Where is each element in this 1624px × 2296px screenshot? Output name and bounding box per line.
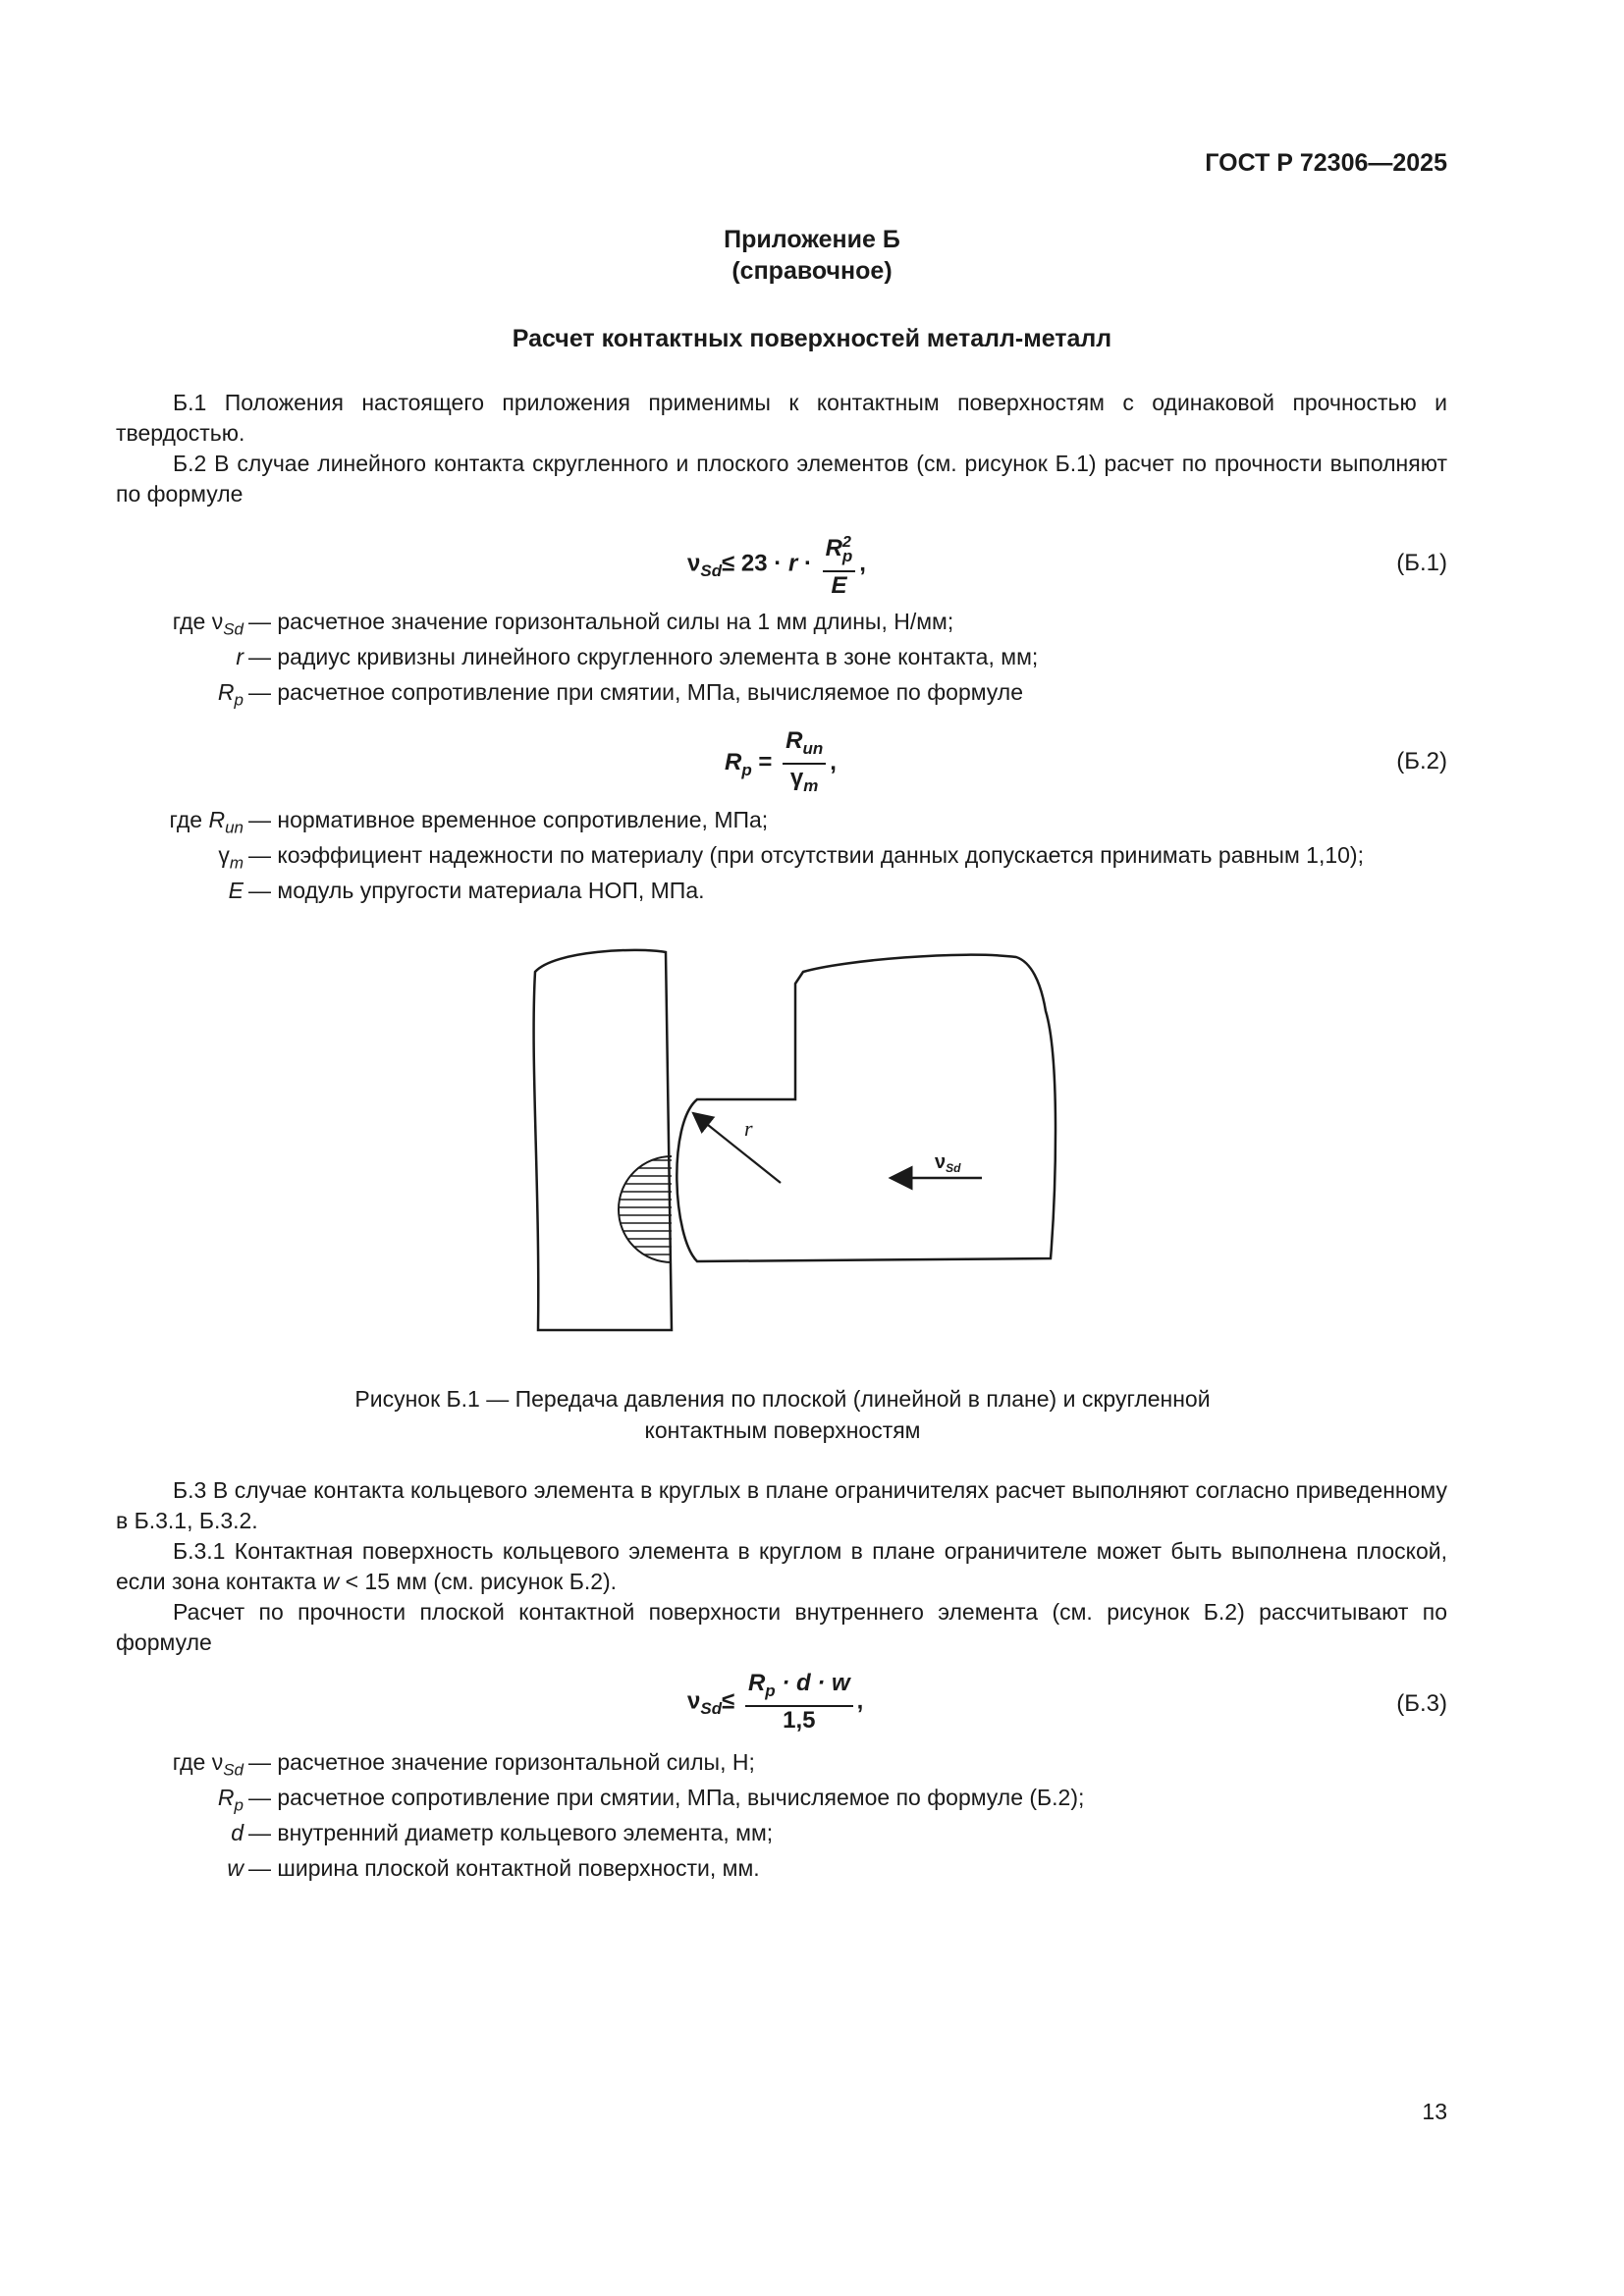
figure-caption-line-2: контактным поверхностям [644,1417,921,1443]
where-text: — расчетное значение горизонтальной силы, Н; [248,1749,755,1775]
paragraph-b2: Б.2 В случае линейного контакта скругленного и плоского элементов (см. рисунок Б.1) расчет по прочности выполняют по формуле [116,451,1447,507]
formula-number-b2: (Б.2) [1396,748,1447,774]
formula-number-b1: (Б.1) [1396,550,1447,576]
where-text: — ширина плоской контактной поверхности, мм. [248,1855,760,1881]
where-list-3 [116,1749,1490,1881]
where-list-2 [116,807,1510,903]
where-text: — внутренний диаметр кольцевого элемента, мм; [248,1820,774,1845]
where-list-1 [116,609,1490,710]
where-text: — расчетное значение горизонтальной силы на 1 мм длины, Н/мм; [248,609,954,634]
formula-b3: $\nu_{Sd}\le$ $\frac{R_p \cdot d \cdot w}{1,5}$ , [687,1670,864,1734]
where-row: $R_p$ [217,1785,244,1815]
where-row: w [227,1855,244,1881]
figure-caption-line-1: Рисунок Б.1 — Передача давления по плоской (линейной в плане) и скругленной [354,1386,1211,1412]
where-row: r [236,644,244,669]
left-plate-outline [534,950,672,1330]
where-row: где $\nu_{Sd}$ [172,609,244,639]
paragraph-b1: Б.1 Положения настоящего приложения применимы к контактным поверхностям с одинаковой прочностью и твердостью. [116,390,1447,446]
page-number: 13 [1422,2099,1447,2124]
where-text: — модуль упругости материала НОП, МПа. [248,878,705,903]
formula-b1: $\nu_{Sd}\le 23 \cdot r$ · $\frac{R^2_p}{E}$ , [687,530,866,599]
radius-label: r [744,1116,753,1141]
paragraph-b3: Б.3 В случае контакта кольцевого элемента в круглых в плане ограничителях расчет выполняют согласно приведенному в Б.3.1, Б.3.2. [116,1477,1447,1533]
formula-number-b3: (Б.3) [1396,1690,1447,1717]
appendix-subtitle: (справочное) [731,257,893,285]
standard-number: ГОСТ Р 72306—2025 [1205,149,1447,177]
appendix-heading: Расчет контактных поверхностей металл-металл [512,325,1112,352]
appendix-title: Приложение Б [724,226,900,253]
rounded-element-outline [677,955,1056,1261]
figure-b1-drawing [511,942,1060,1335]
where-text: — радиус кривизны линейного скругленного элемента в зоне контакта, мм; [248,644,1039,669]
where-row: где $\nu_{Sd}$ [172,1749,244,1780]
where-row: E [228,878,244,903]
formula-b2: $R_p$ = $\frac{R_{un}}{\gamma_m}$ , [725,727,837,795]
where-text: — коэффициент надежности по материалу (при отсутствии данных допускается принимать равным 1,10); [248,842,1364,868]
where-text: — расчетное сопротивление при смятии, МПа, вычисляемое по формуле (Б.2); [248,1785,1085,1810]
where-row: d [231,1820,244,1845]
paragraph-calc: Расчет по прочности плоской контактной поверхности внутреннего элемента (см. рисунок Б.2) рассчитывают по формуле [116,1599,1447,1655]
where-text: — расчетное сопротивление при смятии, МПа, вычисляемое по формуле [248,679,1024,705]
force-label: $\nu_{Sd}$ [935,1151,961,1175]
where-row: $\gamma_m$ [218,842,244,873]
where-row: $R_p$ [217,679,244,710]
where-row: где $R_{un}$ [169,807,244,837]
radius-arrow [693,1113,781,1183]
paragraph-b31: Б.3.1 Контактная поверхность кольцевого элемента в круглом в плане ограничителе может быть выполнена плоской, если зона контакта w < 15 мм (см. рисунок Б.2). [116,1538,1447,1594]
where-text: — нормативное временное сопротивление, МПа; [248,807,769,832]
